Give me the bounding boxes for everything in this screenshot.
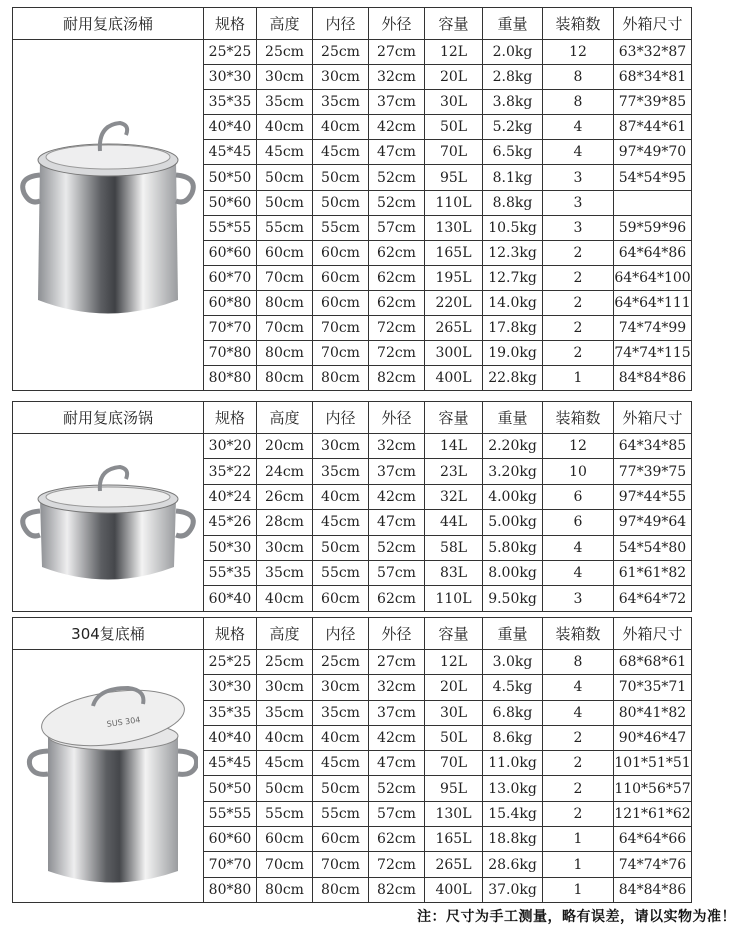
table-cell: 6.8kg	[483, 700, 543, 725]
table-cell: 57cm	[369, 560, 425, 585]
table-cell: 30cm	[257, 535, 313, 560]
table-cell: 60*60	[204, 240, 257, 265]
table-cell: 60cm	[257, 827, 313, 852]
table-cell: 42cm	[369, 725, 425, 750]
column-header: 内径	[313, 618, 369, 650]
table-cell: 130L	[425, 215, 483, 240]
table-cell: 37.0kg	[483, 877, 543, 902]
table-cell: 70*35*71	[614, 675, 692, 700]
stockpot-image	[13, 40, 204, 391]
table-cell: 40cm	[257, 725, 313, 750]
table-cell: 3.0kg	[483, 650, 543, 675]
table-cell: 8.6kg	[483, 725, 543, 750]
table-cell: 30cm	[257, 65, 313, 90]
table-cell: 20L	[425, 675, 483, 700]
table-cell: 50L	[425, 725, 483, 750]
table-cell: 9.50kg	[483, 586, 543, 611]
table-cell: 30cm	[313, 675, 369, 700]
column-header: 外径	[369, 402, 425, 434]
table-cell: 72cm	[369, 341, 425, 366]
table-cell: 62cm	[369, 290, 425, 315]
table-cell: 110*56*57	[614, 776, 692, 801]
table-cell: 70L	[425, 140, 483, 165]
table-row	[13, 434, 692, 459]
table-cell: 50*50	[204, 165, 257, 190]
table-cell: 82cm	[369, 877, 425, 902]
table-cell: 220L	[425, 290, 483, 315]
table-cell: 1	[543, 366, 614, 391]
table-cell: 55*35	[204, 560, 257, 585]
column-header: 规格	[204, 402, 257, 434]
table-cell: 42cm	[369, 484, 425, 509]
table-cell: 27cm	[369, 40, 425, 65]
table-cell: 35*35	[204, 90, 257, 115]
table-cell: 74*74*115	[614, 341, 692, 366]
table-cell: 87*44*61	[614, 115, 692, 140]
table-cell: 60*70	[204, 265, 257, 290]
table-cell: 5.00kg	[483, 510, 543, 535]
table-cell: 30*30	[204, 675, 257, 700]
table-cell: 40*40	[204, 725, 257, 750]
table-cell: 57cm	[369, 215, 425, 240]
table-cell: 30*30	[204, 65, 257, 90]
table-cell: 8	[543, 650, 614, 675]
table-cell: 80*80	[204, 366, 257, 391]
table-cell: 400L	[425, 366, 483, 391]
table-cell: 60cm	[257, 240, 313, 265]
table-cell: 4.5kg	[483, 675, 543, 700]
table-cell: 60*40	[204, 586, 257, 611]
column-header: 装箱数	[543, 618, 614, 650]
column-header: 外径	[369, 8, 425, 40]
table-cell: 55cm	[313, 560, 369, 585]
table-cell: 97*44*55	[614, 484, 692, 509]
table-cell: 52cm	[369, 535, 425, 560]
column-header: 容量	[425, 8, 483, 40]
table-cell: 70cm	[313, 852, 369, 877]
table-row	[13, 40, 692, 65]
table-cell: 110L	[425, 586, 483, 611]
table-cell: 74*74*99	[614, 316, 692, 341]
table-cell: 110L	[425, 190, 483, 215]
table-cell: 77*39*75	[614, 459, 692, 484]
table-cell: 6	[543, 484, 614, 509]
table-cell: 35cm	[313, 90, 369, 115]
table-cell: 74*74*76	[614, 852, 692, 877]
table-cell: 80cm	[257, 341, 313, 366]
table-cell: 30*20	[204, 434, 257, 459]
column-header: 重量	[483, 402, 543, 434]
table-cell: 8	[543, 65, 614, 90]
table-cell: 62cm	[369, 240, 425, 265]
table-cell: 12.7kg	[483, 265, 543, 290]
table-cell: 12	[543, 40, 614, 65]
table-cell: 45*26	[204, 510, 257, 535]
column-header: 重量	[483, 8, 543, 40]
table-cell: 8.1kg	[483, 165, 543, 190]
table-cell: 1	[543, 852, 614, 877]
table-cell: 40*40	[204, 115, 257, 140]
table-cell: 2.0kg	[483, 40, 543, 65]
table-cell: 101*51*51	[614, 751, 692, 776]
table-cell: 35cm	[257, 700, 313, 725]
product-name: 耐用复底汤锅	[13, 402, 204, 434]
table-cell: 35cm	[313, 700, 369, 725]
table-cell: 3	[543, 165, 614, 190]
table-cell	[614, 190, 692, 215]
table-cell: 70cm	[257, 852, 313, 877]
table-cell: 40cm	[313, 725, 369, 750]
table-cell: 70L	[425, 751, 483, 776]
table-cell: 55*55	[204, 215, 257, 240]
table-cell: 84*84*86	[614, 877, 692, 902]
table-cell: 14.0kg	[483, 290, 543, 315]
table-cell: 40cm	[257, 586, 313, 611]
table-cell: 72cm	[369, 316, 425, 341]
table-cell: 19.0kg	[483, 341, 543, 366]
table-cell: 130L	[425, 801, 483, 826]
table-cell: 55cm	[313, 215, 369, 240]
table-cell: 60cm	[313, 265, 369, 290]
table-cell: 25*25	[204, 40, 257, 65]
table-cell: 18.8kg	[483, 827, 543, 852]
table-cell: 42cm	[369, 115, 425, 140]
svg-text:SUS 304: SUS 304	[106, 715, 141, 729]
table-cell: 25*25	[204, 650, 257, 675]
table-cell: 121*61*62	[614, 801, 692, 826]
column-header: 内径	[313, 8, 369, 40]
column-header: 规格	[204, 618, 257, 650]
table-cell: 55cm	[313, 801, 369, 826]
table-cell: 97*49*70	[614, 140, 692, 165]
table-cell: 70cm	[257, 265, 313, 290]
table-cell: 35cm	[257, 560, 313, 585]
table-cell: 64*64*100	[614, 265, 692, 290]
column-header: 规格	[204, 8, 257, 40]
table-cell: 37cm	[369, 700, 425, 725]
table-cell: 50cm	[313, 535, 369, 560]
table-cell: 45*45	[204, 140, 257, 165]
table-cell: 55cm	[257, 801, 313, 826]
table-cell: 3	[543, 586, 614, 611]
table-cell: 25cm	[257, 650, 313, 675]
table-cell: 3	[543, 190, 614, 215]
table-cell: 26cm	[257, 484, 313, 509]
table-cell: 64*64*72	[614, 586, 692, 611]
table-cell: 97*49*64	[614, 510, 692, 535]
column-header: 外箱尺寸	[614, 8, 692, 40]
table-cell: 70*70	[204, 852, 257, 877]
table-cell: 40*24	[204, 484, 257, 509]
table-cell: 4.00kg	[483, 484, 543, 509]
table-cell: 27cm	[369, 650, 425, 675]
table-cell: 28.6kg	[483, 852, 543, 877]
table-cell: 37cm	[369, 90, 425, 115]
table-cell: 32cm	[369, 675, 425, 700]
table-cell: 72cm	[369, 852, 425, 877]
table-cell: 55*55	[204, 801, 257, 826]
table-cell: 50cm	[257, 165, 313, 190]
table-cell: 60*60	[204, 827, 257, 852]
table-cell: 95L	[425, 776, 483, 801]
table-cell: 4	[543, 535, 614, 560]
table-cell: 3.8kg	[483, 90, 543, 115]
table-cell: 2	[543, 316, 614, 341]
table-cell: 63*32*87	[614, 40, 692, 65]
table-cell: 23L	[425, 459, 483, 484]
column-header: 容量	[425, 618, 483, 650]
table-cell: 83L	[425, 560, 483, 585]
table-cell: 28cm	[257, 510, 313, 535]
table-cell: 50*30	[204, 535, 257, 560]
column-header: 重量	[483, 618, 543, 650]
table-cell: 300L	[425, 341, 483, 366]
spec-table	[12, 7, 692, 391]
table-cell: 1	[543, 877, 614, 902]
table-cell: 60*80	[204, 290, 257, 315]
column-header: 装箱数	[543, 402, 614, 434]
table-cell: 165L	[425, 827, 483, 852]
table-cell: 60cm	[313, 827, 369, 852]
table-cell: 52cm	[369, 190, 425, 215]
table-cell: 5.2kg	[483, 115, 543, 140]
table-cell: 64*64*86	[614, 240, 692, 265]
table-cell: 45cm	[313, 140, 369, 165]
table-cell: 32L	[425, 484, 483, 509]
table-cell: 24cm	[257, 459, 313, 484]
table-cell: 80cm	[257, 877, 313, 902]
table-cell: 45cm	[257, 140, 313, 165]
table-cell: 70cm	[313, 341, 369, 366]
table-cell: 32cm	[369, 65, 425, 90]
table-cell: 3	[543, 215, 614, 240]
table-cell: 50cm	[257, 776, 313, 801]
column-header: 外径	[369, 618, 425, 650]
table-cell: 30cm	[313, 434, 369, 459]
table-cell: 64*34*85	[614, 434, 692, 459]
table-cell: 265L	[425, 852, 483, 877]
table-cell: 32cm	[369, 434, 425, 459]
table-cell: 2	[543, 290, 614, 315]
table-cell: 70*80	[204, 341, 257, 366]
table-cell: 54*54*95	[614, 165, 692, 190]
table-cell: 50*50	[204, 776, 257, 801]
table-cell: 60cm	[313, 586, 369, 611]
table-cell: 8.8kg	[483, 190, 543, 215]
table-cell: 6	[543, 510, 614, 535]
column-header: 外箱尺寸	[614, 402, 692, 434]
table-cell: 52cm	[369, 165, 425, 190]
table-cell: 12L	[425, 40, 483, 65]
table-cell: 62cm	[369, 827, 425, 852]
table-cell: 70cm	[313, 316, 369, 341]
table-cell: 50cm	[313, 165, 369, 190]
table-cell: 50cm	[257, 190, 313, 215]
table-cell: 35*35	[204, 700, 257, 725]
table-cell: 2	[543, 341, 614, 366]
table-cell: 62cm	[369, 586, 425, 611]
table-cell: 6.5kg	[483, 140, 543, 165]
table-cell: 14L	[425, 434, 483, 459]
table-cell: 57cm	[369, 801, 425, 826]
table-cell: 11.0kg	[483, 751, 543, 776]
product-name: 耐用复底汤桶	[13, 8, 204, 40]
table-cell: 4	[543, 115, 614, 140]
table-cell: 80cm	[257, 290, 313, 315]
column-header: 高度	[257, 402, 313, 434]
disclaimer-note: 注：尺寸为手工测量，略有误差，请以实物为准！	[417, 909, 736, 925]
table-cell: 61*61*82	[614, 560, 692, 585]
table-cell: 30L	[425, 700, 483, 725]
table-cell: 45cm	[257, 751, 313, 776]
table-cell: 2	[543, 801, 614, 826]
table-cell: 15.4kg	[483, 801, 543, 826]
table-cell: 47cm	[369, 510, 425, 535]
table-cell: 22.8kg	[483, 366, 543, 391]
table-cell: 64*64*111	[614, 290, 692, 315]
table-cell: 2	[543, 240, 614, 265]
table-cell: 58L	[425, 535, 483, 560]
table-cell: 82cm	[369, 366, 425, 391]
table-cell: 50cm	[313, 190, 369, 215]
table-cell: 25cm	[313, 650, 369, 675]
table-cell: 40cm	[313, 484, 369, 509]
table-cell: 8	[543, 90, 614, 115]
table-cell: 10	[543, 459, 614, 484]
table-cell: 60cm	[313, 240, 369, 265]
column-header: 高度	[257, 618, 313, 650]
table-cell: 80cm	[257, 366, 313, 391]
table-cell: 165L	[425, 240, 483, 265]
table-cell: 84*84*86	[614, 366, 692, 391]
table-cell: 64*64*66	[614, 827, 692, 852]
column-header: 高度	[257, 8, 313, 40]
table-cell: 70cm	[257, 316, 313, 341]
table-cell: 4	[543, 140, 614, 165]
table-cell: 12.3kg	[483, 240, 543, 265]
table-cell: 13.0kg	[483, 776, 543, 801]
spec-table	[12, 401, 692, 612]
table-cell: 20cm	[257, 434, 313, 459]
table-cell: 4	[543, 700, 614, 725]
table-cell: 90*46*47	[614, 725, 692, 750]
table-cell: 77*39*85	[614, 90, 692, 115]
table-cell: 45*45	[204, 751, 257, 776]
table-cell: 25cm	[257, 40, 313, 65]
table-cell: 2.20kg	[483, 434, 543, 459]
table-cell: 40cm	[257, 115, 313, 140]
table-cell: 265L	[425, 316, 483, 341]
table-cell: 45cm	[313, 510, 369, 535]
table-cell: 80*41*82	[614, 700, 692, 725]
table-cell: 195L	[425, 265, 483, 290]
table-cell: 35cm	[313, 459, 369, 484]
table-cell: 68*34*81	[614, 65, 692, 90]
table-cell: 55cm	[257, 215, 313, 240]
table-cell: 59*59*96	[614, 215, 692, 240]
table-cell: 50cm	[313, 776, 369, 801]
table-cell: 45cm	[313, 751, 369, 776]
table-cell: 30cm	[257, 675, 313, 700]
table-cell: 5.80kg	[483, 535, 543, 560]
table-cell: 80cm	[313, 366, 369, 391]
table-row	[13, 650, 692, 675]
column-header: 容量	[425, 402, 483, 434]
table-cell: 44L	[425, 510, 483, 535]
table-cell: 17.8kg	[483, 316, 543, 341]
table-cell: 12	[543, 434, 614, 459]
table-cell: 20L	[425, 65, 483, 90]
table-cell: 40cm	[313, 115, 369, 140]
column-header: 内径	[313, 402, 369, 434]
table-cell: 95L	[425, 165, 483, 190]
table-cell: 4	[543, 560, 614, 585]
table-cell: 12L	[425, 650, 483, 675]
table-cell: 30L	[425, 90, 483, 115]
table-cell: 35cm	[257, 90, 313, 115]
table-cell: 2	[543, 776, 614, 801]
table-cell: 10.5kg	[483, 215, 543, 240]
table-cell: 2	[543, 725, 614, 750]
table-cell: 4	[543, 675, 614, 700]
table-cell: 400L	[425, 877, 483, 902]
table-cell: 52cm	[369, 776, 425, 801]
spec-table	[12, 617, 692, 903]
table-cell: 37cm	[369, 459, 425, 484]
table-cell: 2	[543, 751, 614, 776]
table-cell: 3.20kg	[483, 459, 543, 484]
table-cell: 70*70	[204, 316, 257, 341]
product-name: 304复底桶	[13, 618, 204, 650]
table-cell: 80cm	[313, 877, 369, 902]
table-cell: 1	[543, 827, 614, 852]
table-cell: 62cm	[369, 265, 425, 290]
table-cell: 30cm	[313, 65, 369, 90]
column-header: 装箱数	[543, 8, 614, 40]
table-cell: 47cm	[369, 140, 425, 165]
table-cell: 60cm	[313, 290, 369, 315]
table-cell: 35*22	[204, 459, 257, 484]
table-cell: 50*60	[204, 190, 257, 215]
table-cell: 54*54*80	[614, 535, 692, 560]
soup-pot-image	[13, 434, 204, 612]
table-cell: 2	[543, 265, 614, 290]
table-cell: 50L	[425, 115, 483, 140]
table-cell: 25cm	[313, 40, 369, 65]
table-cell: 8.00kg	[483, 560, 543, 585]
table-cell: 80*80	[204, 877, 257, 902]
column-header: 外箱尺寸	[614, 618, 692, 650]
sus304-pot-image	[13, 650, 204, 903]
table-cell: 2.8kg	[483, 65, 543, 90]
table-cell: 47cm	[369, 751, 425, 776]
table-cell: 68*68*61	[614, 650, 692, 675]
